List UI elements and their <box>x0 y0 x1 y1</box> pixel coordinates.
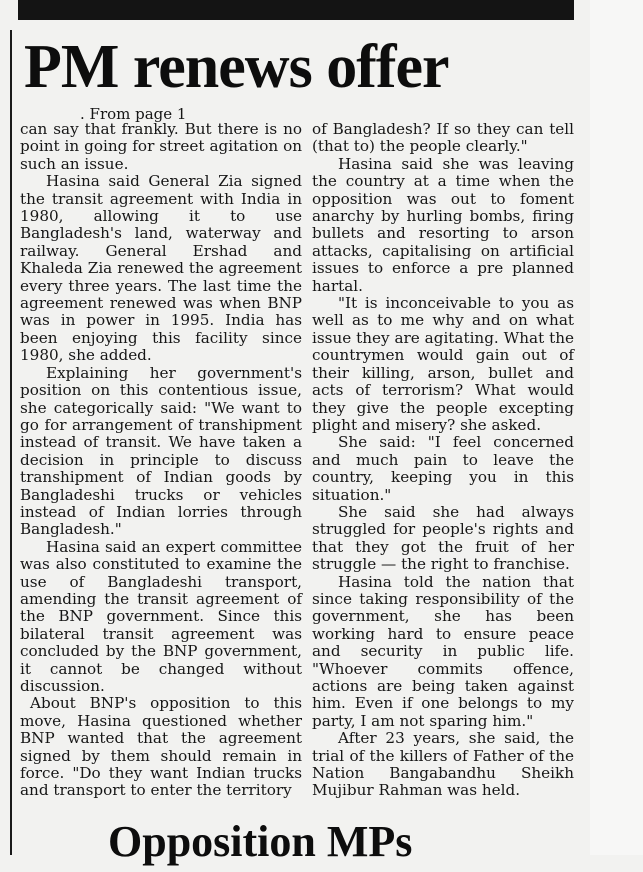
paragraph: "It is inconceivable to you as well as to me why and on what issue they are agitating. What the countrymen would gain out of their killing, arson, bullet and acts of terrorism? What would they give the people excepting plight and misery? she asked. <box>312 294 574 434</box>
paragraph: Explaining her government's position on this contentious issue, she categorically said: "We want to go for arrangement of transhipment instead of transit. We have taken a decision in principle to discuss transhipment of Indian goods by Bangladeshi trucks or vehicles instead of Indian lorries through Bangladesh." <box>20 363 302 539</box>
paragraph: After 23 years, she said, the trial of the killers of Father of the Nation Bangabandhu Sheikh Mujibur Rahman was held. <box>312 729 574 800</box>
paragraph: can say that frankly. But there is no point in going for street agitation on such an issue. <box>20 120 302 173</box>
headline: PM renews offer <box>24 33 449 101</box>
paragraph: of Bangladesh? If so they can tell (that to) the people clearly." <box>312 120 574 156</box>
paragraph: Hasina said General Zia signed the transit agreement with India in 1980, allowing it to use Bangladesh's land, waterway and railway. General Ershad and Khaleda Zia renewed the agreement every three years. The last time the agreement renewed was when BNP was in power in 1995. India has been enjoying this facility since 1980, she added. <box>20 172 302 365</box>
left-column <box>20 121 302 800</box>
right-column <box>312 121 574 800</box>
next-article-headline: Opposition MPs <box>108 817 413 866</box>
paragraph: She said she had always struggled for people's rights and that they got the fruit of her struggle — the right to franchise. <box>312 502 574 574</box>
page-margin <box>590 0 643 855</box>
paragraph: Hasina said she was leaving the country at a time when the opposition was out to foment anarchy by hurling bombs, firing bullets and resorting to arson attacks, capitalising on artificial issues to enforce a pre planned hartal. <box>312 154 574 295</box>
paragraph: Hasina told the nation that since taking responsibility of the government, she has been working hard to ensure peace and security in public life. "Whoever commits offence, actions are being taken against him. Even if one belongs to my party, I am not sparing him." <box>312 572 574 730</box>
paragraph: She said: "I feel concerned and much pain to leave the country, keeping you in this situation." <box>312 433 574 504</box>
left-column-rule <box>10 30 12 855</box>
paragraph: About BNP's opposition to this move, Hasina questioned whether BNP wanted that the agreement signed by them should remain in force. "Do they want Indian trucks and transport to enter the territory <box>20 694 302 800</box>
top-black-rule <box>18 0 574 20</box>
paragraph: Hasina said an expert committee was also constituted to examine the use of Bangladeshi transport, amending the transit agreement of the BNP government. Since this bilateral transit agreement was concluded by the BNP government, it cannot be changed without discussion. <box>20 537 302 695</box>
continuation-note: . From page 1 <box>80 105 187 123</box>
